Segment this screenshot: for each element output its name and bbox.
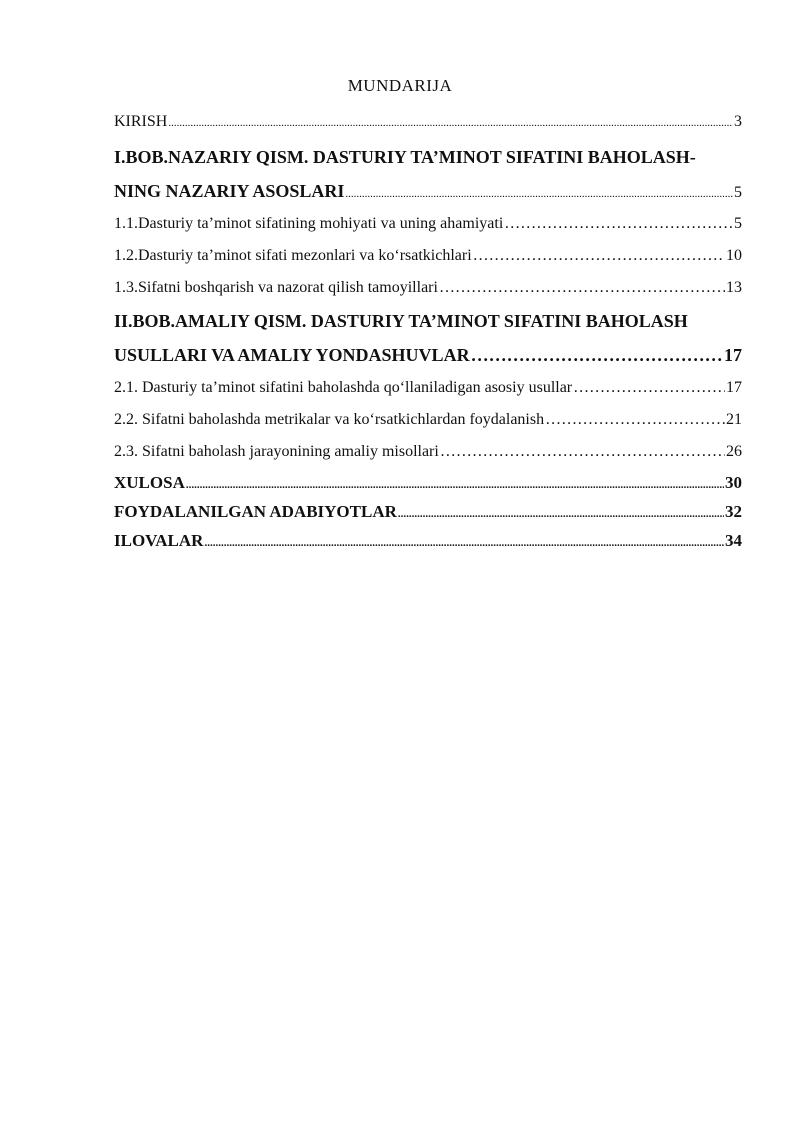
toc-entry-label: 2.1. Dasturiy ta’minot sifatini baholashda qo‘llaniladigan asosiy usullar bbox=[114, 379, 573, 396]
toc-entry-label: FOYDALANILGAN ADABIYOTLAR bbox=[114, 502, 397, 521]
table-of-contents bbox=[114, 107, 742, 555]
toc-entry-chapter-1 bbox=[114, 174, 742, 208]
toc-chapter-1-title-line2: NING NAZARIY ASOSLARI bbox=[114, 181, 345, 201]
dot-leader bbox=[398, 500, 724, 526]
toc-entry-label: 2.3. Sifatni baholash jarayonining amaliy misollari bbox=[114, 443, 439, 460]
toc-entry-section-2-3 bbox=[114, 436, 742, 468]
dot-leader bbox=[545, 404, 725, 436]
toc-page-number: 5 bbox=[734, 184, 742, 201]
toc-entry-conclusion bbox=[114, 468, 742, 497]
dot-leader bbox=[186, 471, 724, 497]
toc-entry-label: 2.2. Sifatni baholashda metrikalar va ko‘rsatkichlardan foydalanish bbox=[114, 411, 545, 428]
dot-leader bbox=[204, 529, 724, 555]
toc-entry-section-2-2 bbox=[114, 404, 742, 436]
dot-leader bbox=[440, 436, 725, 468]
toc-page-number: 17 bbox=[724, 345, 742, 365]
toc-chapter-1-title-line1: I.BOB.NAZARIY QISM. DASTURIY TA’MINOT SIFATINI BAHOLASH- bbox=[114, 147, 696, 167]
toc-entry-references bbox=[114, 497, 742, 526]
toc-entry-intro bbox=[114, 107, 742, 136]
toc-page-number: 10 bbox=[726, 247, 742, 264]
toc-page-number: 21 bbox=[726, 411, 742, 428]
dot-leader bbox=[504, 208, 733, 240]
dot-leader bbox=[473, 240, 725, 272]
toc-entry-label: ILOVALAR bbox=[114, 531, 204, 550]
toc-entry-section-1-2 bbox=[114, 240, 742, 272]
toc-entry-label: 1.3.Sifatni boshqarish va nazorat qilish tamoyillari bbox=[114, 279, 438, 296]
toc-entry-label: KIRISH bbox=[114, 113, 168, 130]
toc-entry-label: 1.1.Dasturiy ta’minot sifatining mohiyati va uning ahamiyati bbox=[114, 215, 504, 232]
dot-leader bbox=[439, 272, 725, 304]
toc-page-number: 13 bbox=[726, 279, 742, 296]
toc-entry-section-1-1 bbox=[114, 208, 742, 240]
dot-leader bbox=[471, 338, 723, 372]
toc-page-number: 32 bbox=[725, 502, 742, 521]
toc-entry-appendices bbox=[114, 526, 742, 555]
toc-entry-section-1-3 bbox=[114, 272, 742, 304]
toc-page-number: 26 bbox=[726, 443, 742, 460]
toc-entry-section-2-1 bbox=[114, 372, 742, 404]
dot-leader bbox=[345, 177, 733, 208]
toc-page-number: 5 bbox=[734, 215, 742, 232]
dot-leader bbox=[168, 109, 733, 136]
toc-chapter-2-title-line1: II.BOB.AMALIY QISM. DASTURIY TA’MINOT SIFATINI BAHOLASH bbox=[114, 311, 688, 331]
toc-page-number: 34 bbox=[725, 531, 742, 550]
dot-leader bbox=[573, 372, 725, 404]
toc-entry-label: 1.2.Dasturiy ta’minot sifati mezonlari va ko‘rsatkichlari bbox=[114, 247, 472, 264]
page-title: MUNDARIJA bbox=[347, 76, 453, 95]
toc-entry-label: XULOSA bbox=[114, 473, 185, 492]
toc-chapter-2-title-line2: USULLARI VA AMALIY YONDASHUVLAR bbox=[114, 345, 470, 365]
toc-page-number: 17 bbox=[726, 379, 742, 396]
toc-entry-chapter-2 bbox=[114, 338, 742, 372]
toc-page-number: 3 bbox=[734, 113, 742, 130]
toc-page-number: 30 bbox=[725, 473, 742, 492]
